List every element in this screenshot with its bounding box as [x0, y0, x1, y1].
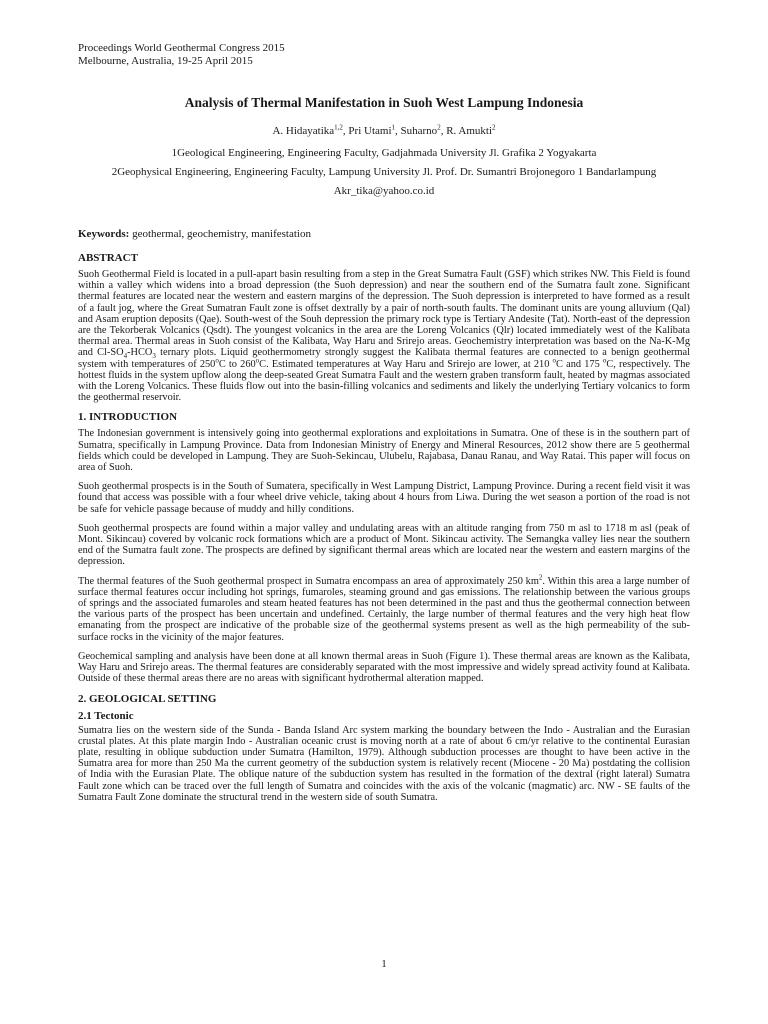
affiliation-1: 1Geological Engineering, Engineering Faculty, Gadjahmada University Jl. Grafika 2 Yogyakarta [171, 147, 597, 159]
author-affiliation-mark: 2 [437, 123, 441, 132]
author-affiliation-mark: 1 [391, 123, 396, 132]
keywords-label: Keywords: [78, 228, 130, 240]
tectonic-subheading: 2.1 Tectonic [78, 709, 134, 722]
author-list: A. Hidayatika$^{1,2}$, Pri Utami$^1$, Suharno$^2$, R. Amukti$^2$ [272, 123, 496, 137]
running-header [78, 42, 690, 68]
conference-name: Proceedings World Geothermal Congress 2015 [78, 42, 285, 54]
author-name: Pri Utami [348, 125, 392, 137]
paper-page [78, 42, 690, 811]
affiliation-2: 2Geophysical Engineering, Engineering Faculty, Lampung University Jl. Prof. Dr. Sumantri Brojonegoro 1 Bandarlampung [111, 166, 657, 178]
introduction-paragraph-1: The Indonesian government is intensively going into geothermal explorations and exploitations in Sumatra. One of these is in the southern part of Sumatra, specifically in Lampung Province. Data from Indonesian Ministry of Energy and Mineral Resources, 2012 show there are 5 geothermal fields which could be developed in Lampung. They are Suoh-Sekincau, Ulubelu, Rajabasa, Danau Ranau, and Way Ratai. This paper will focus on area of Suoh. [78, 428, 690, 474]
tectonic-paragraph: Sumatra lies on the western side of the Sunda - Banda Island Arc system marking the boundary between the Indo - Australian and the Eurasian crustal plates. At this plate margin Indo - Australian oceanic crust is moving north at a rate of about 6 cm/yr relative to the continental Eurasian plate, resulting in oblique subduction under Sumatra (Hamilton, 1979). Although subduction processes are thought to have been active in the Sumatra area for more than 250 Ma the current geometry of the subduction system is relatively recent (Miocene - 20 Ma) postdating the collision of India with the Eurasian Plate. The oblique nature of the subduction system has resulted in the formation of the dextral (right lateral) Sumatra Fault zone which can be traced over the full length of Sumatra and coincides with the axis of the volcanic (magmatic) arc. NW - SE faults of the Sumatra Fault Zone dominate the structural trend in the western side of south Sumatra. [78, 724, 690, 803]
geological-setting-heading: 2. GEOLOGICAL SETTING [78, 692, 217, 705]
introduction-paragraph-5: Geochemical sampling and analysis have been done at all known thermal areas in Suoh (Figure 1). These thermal areas are known as the Kalibata, Way Haru and Srirejo areas. The thermal features are considerably separated with the most impressive and widely spread activity found at Kalibata. Outside of these thermal areas there are no areas with significant hydrothermal alteration mapped. [78, 650, 690, 685]
introduction-paragraph-3: Suoh geothermal prospects are found within a major valley and undulating areas with an altitude ranging from 750 m asl to 1718 m asl (peak of Mont. Sikincau) covered by volcanic rock formations which are a product of Mont. Sikincau activity. The Semangka valley lies near the southern end of the Sumatra fault zone. The prospects are defined by significant thermal areas which are located near the western and eastern margins of the depression. [78, 522, 690, 568]
author-affiliation-mark: 2 [492, 123, 496, 132]
abstract-paragraph: Suoh Geothermal Field is located in a pull-apart basin resulting from a step in the Great Sumatra Fault (GSF) which strikes NW. This Field is found within a valley which widens into a broad depression (the Suoh depression) and near the southern end of the Sumatra fault zone. Significant thermal features are located near the western and eastern margins of the depression. The Suoh depression is interpreted to have formed as a result of a fault jog, where the Great Sumatran Fault zone is offset dextrally by a pair of north-south faults. The dominant units are young alluvium (Qal) and Asam eruption deposits (Qae). South-west of the Souh depression the primary rock type is Tertiary Andesite (Tat). North-east of the depression are the Tekorberak Volcanics (Qsdt). The youngest volcanics in the area are the Loreng Volcanics (Qlr) located immediately west of the Kalibata thermal area. Thermal areas in Suoh consist of the Kalibata, Way Haru and Srirejo areas. Geochemistry interpretation was based on the Na-K-Mg and $Cl-SO_4-HCO_3$ ternary plots. Liquid geothermometry strongly suggest the Kalibata thermal features are connected to a benign geothermal system with temperatures of 250$^o$C to 260$^o$C. Estimated temperatures at Way Haru and Srirejo are lower, at 210 $^o$C and 175 $^o$C, respectively. The hottest fluids in the system upflow along the deep-seated Great Sumatra Fault and the western graben transform fault, heated by magmas associated with the Loreng Volcanics. These fluids flow out into the basin-filling volcanics and sediments and likely the underlying Tertiary volcanics to form the geothermal reservoir. [78, 269, 691, 404]
author-name: A. Hidayatika [272, 125, 335, 137]
keywords [78, 228, 690, 241]
keywords-text: geothermal, geochemistry, manifestation [129, 228, 311, 240]
author-affiliation-mark: 1,2 [334, 123, 343, 132]
author-name: Suharno [400, 125, 438, 137]
author-email: Akr_tika@yahoo.co.id [333, 185, 435, 197]
introduction-paragraph-4: The thermal features of the Suoh geothermal prospect in Sumatra encompass an area of approximately 250 $km^2$. Within this area a large number of surface thermal features occur including hot springs, fumaroles, steaming ground and gas emissions. The relationship between the various groups of springs and the associated fumaroles and steam heated features has not been determined in the past and thus the geothermal connection between the various parts of the prospect has been uncertain and undefined. Certainly, the large number of thermal features and the very high heat flow emanating from the prospect are indicative of the probable size of the geothermal systems present as well as the high permeability of the sub-surface rocks in the vicinity of the major features. [78, 573, 690, 643]
author-name: R. Amukti [446, 125, 493, 137]
introduction-paragraph-2: Suoh geothermal prospects is in the South of Sumatera, specifically in West Lampung District, Lampung Province. During a recent field visit it was found that access was possible with a four wheel drive vehicle, taking about 4 hours from Liwa. During the wet season a portion of the road is not be safe for vehicle passage because of muddy and hilly conditions. [78, 481, 690, 515]
conference-location-date: Melbourne, Australia, 19-25 April 2015 [78, 55, 253, 67]
page-number: 1 [381, 958, 387, 970]
introduction-heading: 1. INTRODUCTION [78, 411, 178, 424]
paper-title: Analysis of Thermal Manifestation in Suoh West Lampung Indonesia [184, 95, 584, 110]
abstract-heading: ABSTRACT [78, 252, 138, 264]
